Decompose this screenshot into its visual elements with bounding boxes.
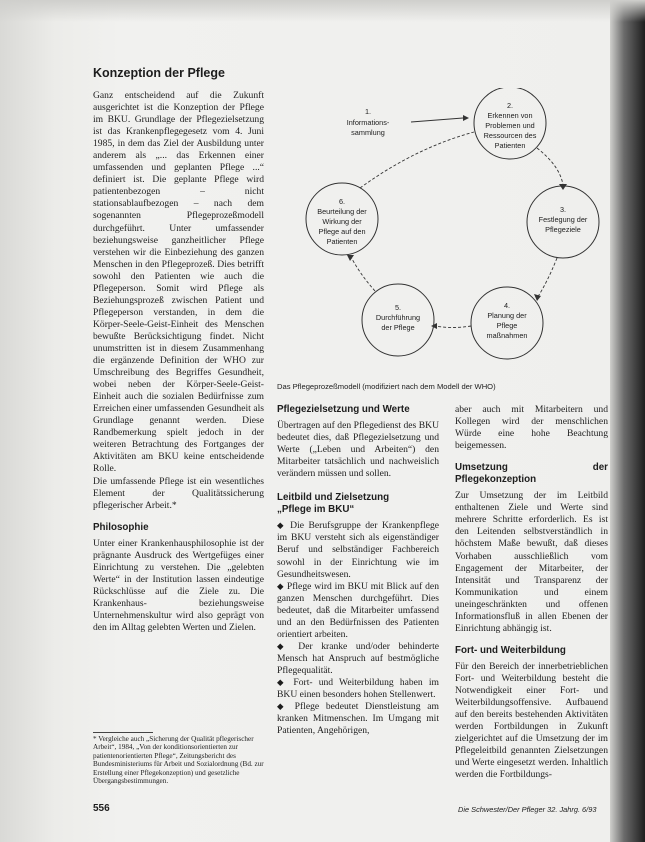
- section-title: Konzeption der Pflege: [93, 66, 225, 80]
- footnote: * Vergleiche auch „Sicherung der Qualität pflegerischer Arbeit“, 1984, „Von der konditionsorientierten zur patientenorientierten Pflege“, Zeitungsbericht des Bundesministeriums für Arbeit und Sozialordnung (Bd. zur Erstellung einer Pflegekonzeption) und gesetzliche Übergangsbestimmungen.: [93, 735, 264, 786]
- node-6-line-1: 6.: [338, 197, 346, 206]
- philosophy-paragraph: Unter einer Krankenhausphilosophie ist der prägnante Ausdruck des Wertgefüges einer Einrichtung zu verstehen. Die „gelebten Werte“ in der Institution lassen eindeutige Rückschlüsse auf die Ziele zu. Die Krankenhaus- beziehungsweise Unternehmenskultur wird also geprägt von den im Alltag gelebten Werten und Zielen.: [93, 537, 264, 634]
- scan-edge-shadow: [610, 0, 645, 842]
- umsetzung-text: Zur Umsetzung der im Leitbild enthaltenen Ziele und Werte sind mehrere Schritte erforderlich. Es ist den Leitenden selbstverständlich in höchstem Maße bewußt, daß dieses Vorhaben ausschließlich vom Engagement der Mitarbeiter, der Intensität und Transparenz der Kommunikation und einem uneingeschränkten und offenen Informationsfluß in allen Ebenen der Einrichtung abhängig ist.: [455, 490, 608, 634]
- diagram-start-label-1: Informations-: [346, 118, 390, 127]
- node-5-line-1: 5.: [394, 303, 402, 312]
- diagram-caption: Das Pflegeprozeßmodell (modifiziert nach dem Modell der WHO): [277, 382, 496, 391]
- node-6-line-2: Beurteilung der: [317, 207, 367, 216]
- node-3-line-1: 3.: [559, 205, 567, 214]
- node-5-line-2: Durchführung: [375, 313, 421, 322]
- middle-column: [277, 404, 439, 737]
- diagram-link-2-3: [537, 148, 563, 185]
- umsetzung-heading: Umsetzung der Pflegekonzeption: [455, 462, 608, 486]
- diamond-bullet-icon: ◆: [277, 702, 288, 713]
- pflegezielsetzung-heading: Pflegezielsetzung und Werte: [277, 404, 410, 415]
- right-continuation-text: aber auch mit Mitarbeitern und Kollegen wird der menschlichen Würde eine hohe Beachtung beigemessen.: [455, 404, 608, 452]
- leitbild-heading-line-2: „Pflege im BKU“: [277, 504, 355, 516]
- diagram-link-4-5: [435, 326, 471, 328]
- node-3-line-2: Festlegung der: [538, 215, 588, 224]
- node-2-line-2: Erkennen von: [487, 111, 533, 120]
- diamond-bullet-icon: ◆: [277, 677, 288, 688]
- node-2-line-3: Problemen und: [485, 121, 535, 130]
- leitbild-bullet-5: ◆ Pflege bedeutet Dienstleistung am kranken Mitmenschen. Im Umgang mit Patienten, Angehörigen,: [277, 701, 439, 737]
- pflegeprozess-diagram: [275, 88, 615, 373]
- diagram-arrow-start: [411, 118, 463, 122]
- diagram-arrowhead-3: [559, 184, 567, 190]
- leitbild-heading-line-1: Leitbild und Zielsetzung: [277, 492, 390, 504]
- diagram-start-label-2: sammlung: [351, 128, 385, 137]
- diagram-arrowhead-start: [463, 115, 469, 121]
- node-6-line-5: Patienten: [326, 237, 358, 246]
- node-6-line-4: Pflege auf den: [318, 227, 366, 236]
- node-4-line-2: Planung der: [487, 311, 527, 320]
- leitbild-heading: [277, 492, 439, 516]
- pflegezielsetzung-text: Übertragen auf den Pflegedienst des BKU bedeutet dies, daß Pflegezielsetzung und Werte („Leben und Arbeiten“) den Mitarbeiter tatsächlich und nachweislich verändern müssen und sollen.: [277, 420, 439, 480]
- diagram-link-6-2: [360, 132, 474, 188]
- philosophy-heading: Philosophie: [93, 521, 149, 533]
- node-5-line-3: der Pflege: [381, 323, 415, 332]
- fortbildung-text: Für den Bereich der innerbetrieblichen Fort- und Weiterbildung besteht die Notwendigkeit einer Fort- und Weiterbildungsoffensive. Aufbauend auf den bereits bestehenden Aktivitäten werden Fortbildungen in Zukunft zielgerichtet auf die Umsetzung der im Pflegeleitbild genannten Zielsetzungen und Werte eingesetzt werden. Inhaltlich werden die Fortbildungs-: [455, 660, 608, 781]
- node-2-line-4: Ressourcen des: [483, 131, 537, 140]
- node-2-line-5: Patienten: [494, 141, 526, 150]
- diagram-start-number: 1.: [364, 107, 372, 116]
- leitbild-bullet-3: ◆ Der kranke und/oder behinderte Mensch hat Anspruch auf bestmögliche Pflegequalität.: [277, 640, 439, 676]
- leitbild-bullet-1: ◆ Die Berufsgruppe der Krankenpflege im BKU versteht sich als eigenständiger Beruf und selbständiger Fachbereich sowohl in der Einrichtung wie im Gesundheitswesen.: [277, 520, 440, 580]
- node-4-line-1: 4.: [503, 301, 511, 310]
- diagram-link-3-4: [537, 258, 557, 298]
- node-2-line-1: 2.: [506, 101, 514, 110]
- right-column: [455, 404, 608, 781]
- journal-footer: Die Schwester/Der Pfleger 32. Jahrg. 6/93: [458, 805, 597, 814]
- fortbildung-heading: Fort- und Weiterbildung: [455, 644, 566, 656]
- diamond-bullet-icon: ◆: [277, 581, 284, 592]
- diamond-bullet-icon: ◆: [277, 521, 286, 532]
- node-6-line-3: Wirkung der: [322, 217, 362, 226]
- footnote-rule: [93, 732, 153, 733]
- leitbild-bullet-2: ◆ Pflege wird im BKU mit Blick auf den ganzen Menschen durchgeführt. Dies bedeutet, daß die Mitarbeiter umfassend und an den Bedürfnissen des Patienten orientiert arbeiten.: [277, 580, 439, 640]
- diamond-bullet-icon: ◆: [277, 641, 290, 652]
- diagram-link-5-6: [350, 255, 375, 291]
- left-column: [93, 90, 264, 634]
- node-4-line-4: maßnahmen: [486, 331, 528, 340]
- leitbild-bullet-4: ◆ Fort- und Weiterbildung haben im BKU einen besonders hohen Stellenwert.: [277, 676, 439, 701]
- scan-top-shadow: [0, 0, 645, 22]
- left-paragraph-2: Die umfassende Pflege ist ein wesentliches Element der Qualitätssicherung pflegerischer Arbeit.*: [93, 475, 264, 511]
- page-number: 556: [93, 803, 110, 814]
- left-paragraph-1: Ganz entscheidend auf die Zukunft ausgerichtet ist die Konzeption der Pflege im BKU. Grundlage der Pflegezielsetzung ist das Krankenpflegegesetz vom 4. Juni 1985, in dem das Ziel der Ausbildung unter anderem als „... das Erkennen einer umfassenden und geplanten Pflege ...“ definiert ist. Die geplante Pflege wird patientenbezogen – nicht stationsablaufbezogen – nach dem sogenannten Pflegeprozeßmodell durchgeführt. Unter umfassender beziehungsweise ganzheitlicher Pflege verstehen wir die Einbeziehung des ganzen Menschen in den Pflegeprozeß. Dies betrifft sowohl den Patienten wie auch die Pflegeperson. Somit wird Pflege als Beziehungsprozeß zwischen Patient und Pflegeperson verstanden, in dem die Körper-Seele-Geist-Einheit des Menschen bewußte Berücksichtigung findet. Nicht unumstritten ist in diesem Zusammenhang die ergänzende Definition der WHO zur Umschreibung des Begriffes Gesundheit, wobei neben der Körper-Seele-Geist-Einheit auch die sozialen Bedürfnisse zum Erreichen einer umfassenden Gesundheit als Grundlage genannt werden. Diese Randbemerkung spielt jedoch in der weiteren Betrachtung des Fortganges der Aktivitäten am BKU keine entscheidende Rolle.: [93, 90, 264, 475]
- node-3-line-3: Pflegeziele: [545, 225, 581, 234]
- node-4-line-3: Pflege: [496, 321, 518, 330]
